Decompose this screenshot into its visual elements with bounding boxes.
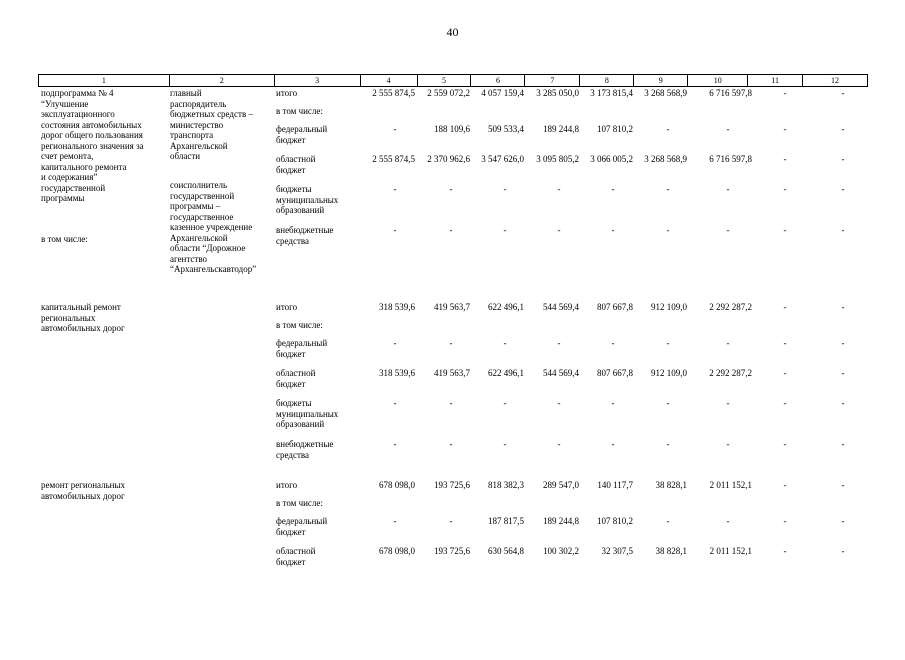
program-subnote: в том числе:: [41, 234, 88, 244]
executor-name-line: Архангельской: [170, 140, 228, 151]
empty-value-cell: -: [393, 225, 397, 235]
amount-cell: 3 066 005,2: [590, 154, 633, 164]
amount-cell: 2 011 152,1: [709, 480, 752, 490]
empty-value-cell: -: [393, 398, 397, 408]
executor-name-line: министерство: [170, 119, 224, 130]
amount-cell: 6 716 597,8: [709, 154, 752, 164]
amount-cell: 509 533,4: [488, 124, 524, 134]
empty-value-cell: -: [611, 338, 615, 348]
header-cell: 3: [275, 75, 361, 86]
funding-source-line: областной: [276, 154, 316, 164]
coexecutor-name-line: агентство: [170, 253, 208, 264]
amount-cell: 818 382,3: [488, 480, 524, 490]
funding-source-line: областной: [276, 368, 316, 378]
amount-cell: 188 109,6: [434, 124, 470, 134]
amount-cell: 4 057 159,4: [481, 88, 524, 98]
empty-value-cell: -: [503, 184, 507, 194]
empty-value-cell: -: [726, 516, 730, 526]
empty-value-cell: -: [393, 184, 397, 194]
header-cell: 6: [471, 75, 525, 86]
executor-name-line: распорядитель: [170, 98, 227, 109]
amount-cell: 318 539,6: [379, 302, 415, 312]
amount-cell: 912 109,0: [651, 302, 687, 312]
funding-source: [276, 184, 362, 216]
funding-source: [276, 225, 362, 246]
program-name-line: капитальный ремонт: [41, 302, 121, 312]
empty-value-cell: -: [841, 88, 845, 98]
empty-value-cell: -: [783, 88, 787, 98]
funding-source: [276, 439, 362, 460]
program-name-line: ремонт региональных: [41, 480, 126, 490]
empty-value-cell: -: [841, 480, 845, 490]
amount-cell: 807 667,8: [597, 302, 633, 312]
funding-source-line: муниципальных: [276, 408, 339, 419]
amount-cell: 2 555 874,5: [372, 88, 415, 98]
funding-source: [276, 320, 362, 331]
empty-value-cell: -: [503, 225, 507, 235]
empty-value-cell: -: [666, 516, 670, 526]
program-name-line: счет ремонта,: [41, 151, 94, 161]
empty-value-cell: -: [557, 184, 561, 194]
header-cell: 10: [688, 75, 748, 86]
coexecutor-name-line: области “Дорожное: [170, 243, 246, 253]
empty-value-cell: -: [449, 338, 453, 348]
header-cell: 9: [634, 75, 688, 86]
empty-value-cell: -: [726, 439, 730, 449]
empty-value-cell: -: [557, 338, 561, 348]
amount-cell: 32 307,5: [601, 546, 633, 556]
program-name: [41, 302, 166, 334]
amount-cell: 419 563,7: [434, 368, 470, 378]
page-number: 40: [446, 25, 459, 39]
empty-value-cell: -: [393, 124, 397, 134]
amount-cell: 2 559 072,2: [427, 88, 470, 98]
empty-value-cell: -: [666, 184, 670, 194]
program-name-line: эксплуатационного: [41, 109, 115, 119]
amount-cell: 3 268 568,9: [644, 154, 687, 164]
coexecutor-name-line: соисполнитель: [170, 180, 228, 190]
program-name-line: региональных: [41, 312, 96, 323]
amount-cell: 189 244,8: [543, 516, 579, 526]
funding-source-line: средства: [276, 235, 310, 246]
amount-cell: 38 828,1: [655, 480, 687, 490]
amount-cell: 544 569,4: [543, 368, 579, 378]
funding-source-line: бюджет: [276, 526, 306, 537]
empty-value-cell: -: [503, 398, 507, 408]
amount-cell: 189 244,8: [543, 124, 579, 134]
header-cell: 11: [748, 75, 803, 86]
funding-source: [276, 338, 362, 359]
empty-value-cell: -: [557, 439, 561, 449]
empty-value-cell: -: [783, 124, 787, 134]
empty-value-cell: -: [666, 225, 670, 235]
amount-cell: 3 547 626,0: [481, 154, 524, 164]
amount-cell: 419 563,7: [434, 302, 470, 312]
amount-cell: 3 285 050,0: [536, 88, 579, 98]
amount-cell: 2 370 962,6: [427, 154, 470, 164]
amount-cell: 107 810,2: [597, 516, 633, 526]
empty-value-cell: -: [611, 398, 615, 408]
executor-name-line: бюджетных средств –: [170, 109, 253, 119]
empty-value-cell: -: [841, 368, 845, 378]
empty-value-cell: -: [841, 516, 845, 526]
amount-cell: 187 817,5: [488, 516, 524, 526]
funding-source: [276, 498, 362, 509]
funding-source: [276, 302, 362, 313]
empty-value-cell: -: [841, 338, 845, 348]
empty-value-cell: -: [726, 225, 730, 235]
funding-source-line: в том числе:: [276, 498, 323, 508]
amount-cell: 38 828,1: [655, 546, 687, 556]
program-block: [38, 302, 868, 482]
empty-value-cell: -: [841, 184, 845, 194]
coexecutor-name-line: программы –: [170, 201, 221, 211]
amount-cell: 2 292 287,2: [709, 368, 752, 378]
funding-source: [276, 398, 362, 430]
amount-cell: 3 173 815,4: [590, 88, 633, 98]
empty-value-cell: -: [783, 398, 787, 408]
budget-table: [38, 74, 868, 567]
funding-source-line: федеральный: [276, 516, 328, 526]
program-name-line: подпрограмма № 4: [41, 88, 114, 98]
empty-value-cell: -: [726, 338, 730, 348]
funding-source-line: бюджеты: [276, 398, 312, 408]
table-header-row: [38, 74, 868, 87]
empty-value-cell: -: [841, 546, 845, 556]
amount-cell: 193 725,6: [434, 480, 470, 490]
empty-value-cell: -: [783, 439, 787, 449]
empty-value-cell: -: [611, 184, 615, 194]
funding-source-line: образований: [276, 205, 325, 215]
header-cell: 2: [170, 75, 275, 86]
amount-cell: 807 667,8: [597, 368, 633, 378]
funding-source-line: образований: [276, 419, 325, 429]
empty-value-cell: -: [783, 546, 787, 556]
coexecutor-name: [170, 180, 275, 275]
amount-cell: 6 716 597,8: [709, 88, 752, 98]
funding-source-line: бюджет: [276, 348, 306, 359]
program-name: [41, 88, 166, 204]
funding-source-line: в том числе:: [276, 106, 323, 116]
amount-cell: 318 539,6: [379, 368, 415, 378]
program-name-line: состояния автомобильных: [41, 119, 142, 130]
amount-cell: 622 496,1: [488, 302, 524, 312]
header-cell: 5: [418, 75, 472, 86]
funding-source-line: в том числе:: [276, 320, 323, 330]
header-cell: 8: [580, 75, 634, 86]
funding-source-line: итого: [276, 480, 298, 490]
empty-value-cell: -: [393, 439, 397, 449]
empty-value-cell: -: [783, 368, 787, 378]
empty-value-cell: -: [841, 154, 845, 164]
program-block: [38, 88, 868, 274]
amount-cell: 193 725,6: [434, 546, 470, 556]
funding-source-line: бюджеты: [276, 184, 312, 194]
empty-value-cell: -: [726, 184, 730, 194]
coexecutor-name-line: “Архангельскавтодор”: [170, 264, 257, 274]
amount-cell: 100 302,2: [543, 546, 579, 556]
empty-value-cell: -: [503, 439, 507, 449]
funding-source: [276, 480, 362, 491]
funding-source-line: внебюджетные: [276, 439, 334, 449]
header-cell: 12: [803, 75, 868, 86]
program-name-line: дорог общего пользования: [41, 130, 143, 140]
funding-source-line: бюджет: [276, 556, 306, 567]
amount-cell: 912 109,0: [651, 368, 687, 378]
empty-value-cell: -: [449, 398, 453, 408]
amount-cell: 140 117,7: [597, 480, 633, 490]
program-name-line: автомобильных дорог: [41, 490, 125, 501]
funding-source: [276, 154, 362, 175]
program-name-line: “Улучшение: [41, 98, 89, 109]
funding-source-line: средства: [276, 449, 310, 460]
amount-cell: 2 011 152,1: [709, 546, 752, 556]
empty-value-cell: -: [557, 398, 561, 408]
empty-value-cell: -: [666, 439, 670, 449]
empty-value-cell: -: [449, 516, 453, 526]
empty-value-cell: -: [666, 338, 670, 348]
program-block: [38, 480, 868, 660]
amount-cell: 622 496,1: [488, 368, 524, 378]
funding-source-line: внебюджетные: [276, 225, 334, 235]
empty-value-cell: -: [841, 439, 845, 449]
empty-value-cell: -: [393, 516, 397, 526]
coexecutor-name-line: казенное учреждение: [170, 222, 253, 232]
header-cell: 4: [361, 75, 418, 86]
coexecutor-name-line: Архангельской: [170, 232, 228, 243]
empty-value-cell: -: [449, 184, 453, 194]
empty-value-cell: -: [503, 338, 507, 348]
empty-value-cell: -: [783, 338, 787, 348]
funding-source: [276, 88, 362, 99]
amount-cell: 3 095 805,2: [536, 154, 579, 164]
empty-value-cell: -: [841, 225, 845, 235]
empty-value-cell: -: [449, 439, 453, 449]
header-cell: 1: [39, 75, 170, 86]
empty-value-cell: -: [783, 184, 787, 194]
empty-value-cell: -: [841, 398, 845, 408]
empty-value-cell: -: [726, 124, 730, 134]
program-name-line: государственной: [41, 182, 106, 193]
empty-value-cell: -: [783, 480, 787, 490]
amount-cell: 544 569,4: [543, 302, 579, 312]
empty-value-cell: -: [841, 302, 845, 312]
funding-source-line: бюджет: [276, 378, 306, 389]
empty-value-cell: -: [666, 124, 670, 134]
amount-cell: 3 268 568,9: [644, 88, 687, 98]
funding-source-line: бюджет: [276, 134, 306, 145]
amount-cell: 107 810,2: [597, 124, 633, 134]
amount-cell: 630 564,8: [488, 546, 524, 556]
empty-value-cell: -: [557, 225, 561, 235]
executor-name-line: транспорта: [170, 130, 214, 140]
amount-cell: 289 547,0: [543, 480, 579, 490]
amount-cell: 678 098,0: [379, 546, 415, 556]
funding-source-line: муниципальных: [276, 194, 339, 205]
funding-source-line: итого: [276, 88, 298, 98]
funding-source: [276, 516, 362, 537]
empty-value-cell: -: [783, 516, 787, 526]
empty-value-cell: -: [783, 225, 787, 235]
empty-value-cell: -: [783, 154, 787, 164]
empty-value-cell: -: [841, 124, 845, 134]
funding-source: [276, 124, 362, 145]
funding-source: [276, 368, 362, 389]
program-name-line: автомобильных дорог: [41, 323, 125, 333]
coexecutor-name-line: государственной: [170, 190, 235, 201]
empty-value-cell: -: [611, 439, 615, 449]
program-name-line: регионального значения за: [41, 140, 144, 151]
funding-source: [276, 546, 362, 567]
empty-value-cell: -: [393, 338, 397, 348]
executor-name-line: главный: [170, 88, 202, 98]
executor-name: [170, 88, 275, 162]
program-name: [41, 480, 166, 501]
funding-source-line: итого: [276, 302, 298, 312]
executor-name-line: области: [170, 151, 201, 161]
empty-value-cell: -: [726, 398, 730, 408]
empty-value-cell: -: [783, 302, 787, 312]
funding-source-line: областной: [276, 546, 316, 556]
amount-cell: 2 292 287,2: [709, 302, 752, 312]
empty-value-cell: -: [666, 398, 670, 408]
amount-cell: 2 555 874,5: [372, 154, 415, 164]
empty-value-cell: -: [611, 225, 615, 235]
funding-source-line: федеральный: [276, 338, 328, 348]
funding-source: [276, 106, 362, 117]
program-name-line: капитального ремонта: [41, 161, 127, 172]
coexecutor-name-line: государственное: [170, 211, 234, 222]
program-name-line: программы: [41, 193, 85, 203]
empty-value-cell: -: [449, 225, 453, 235]
funding-source-line: федеральный: [276, 124, 328, 134]
program-name-line: и содержания”: [41, 172, 98, 182]
header-cell: 7: [525, 75, 580, 86]
funding-source-line: бюджет: [276, 164, 306, 175]
amount-cell: 678 098,0: [379, 480, 415, 490]
